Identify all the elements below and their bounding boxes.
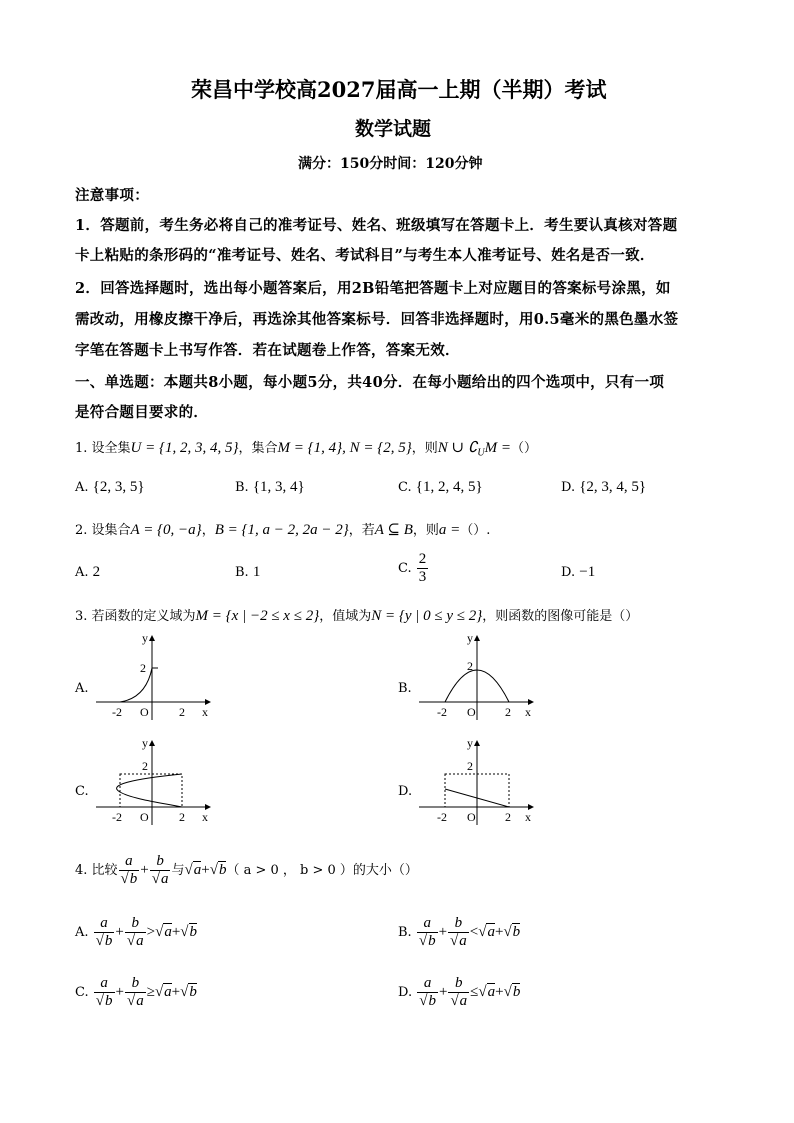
axis-x-label: x: [202, 810, 208, 824]
q4-prefix: 4. 比较: [75, 863, 118, 878]
q4-cond: （ a > 0 ， b > 0 ）的大小（）: [226, 863, 418, 878]
tick-neg-label: -2: [112, 810, 122, 824]
exam-title: 荣昌中学校高2027届高一上期（半期）考试: [191, 77, 607, 102]
tick-y-label: 2: [142, 759, 148, 773]
q2-set-a: A = {0, −a}: [130, 522, 202, 538]
q1-option-c[interactable]: C. {1, 2, 4, 5}: [398, 479, 483, 495]
q4-option-d[interactable]: D. $\frac{a}{√b}$ + $\frac{b}{√a}$ ≤√a+√b: [398, 975, 521, 1009]
q3-option-b-label[interactable]: B.: [398, 681, 412, 696]
question-4: 4. 比较 $\frac{a}{√b}$ + $\frac{b}{√a}$ 与√a+√b（ a > 0 ， b > 0 ）的大小（）: [75, 853, 418, 887]
axis-x-label: x: [202, 705, 208, 719]
origin-label: O: [140, 705, 149, 719]
tick-y-label: 2: [467, 659, 473, 673]
tick-pos-label: 2: [179, 705, 185, 719]
origin-label: O: [467, 705, 476, 719]
tick-neg-label: -2: [437, 705, 447, 719]
q1-set-u: U = {1, 2, 3, 4, 5}: [130, 440, 239, 456]
tick-pos-label: 2: [505, 705, 511, 719]
q2-var: a =: [438, 522, 461, 538]
q1-option-d[interactable]: D. {2, 3, 4, 5}: [561, 479, 647, 495]
q1-option-b[interactable]: B. {1, 3, 4}: [235, 479, 305, 495]
axis-y-label: y: [142, 737, 148, 750]
axis-y-label: y: [142, 632, 148, 645]
q1-prefix: 1. 设全集: [75, 441, 131, 456]
q1-sets-mn: M = {1, 4}, N = {2, 5}: [277, 440, 412, 456]
axis-x-label: x: [525, 705, 531, 719]
q3-option-c-label[interactable]: C.: [75, 784, 89, 799]
q2-tail: （）.: [460, 523, 491, 538]
q2-option-a[interactable]: A. 2: [75, 564, 101, 580]
q1-expr2: M =: [484, 440, 512, 456]
q3-range: N = {y | 0 ≤ y ≤ 2}: [371, 608, 483, 624]
q4-option-b[interactable]: B. $\frac{a}{√b}$ + $\frac{b}{√a}$ <√a+√b: [398, 915, 521, 949]
exam-meta: 满分：150分时间：120分钟: [298, 156, 483, 172]
q4-option-c[interactable]: C. $\frac{a}{√b}$ + $\frac{b}{√a}$ ≥√a+√b: [75, 975, 197, 1009]
q2-then: ，则: [412, 523, 439, 538]
notice-line: 1．答题前，考生务必将自己的准考证号、姓名、班级填写在答题卡上．考生要认真核对答题: [75, 217, 678, 234]
notice-heading: 注意事项：: [75, 187, 149, 204]
q2-set-b: B = {1, a − 2, 2a − 2}: [214, 522, 349, 538]
q1-mid: ，集合: [238, 441, 278, 456]
q1-paren: （）: [511, 441, 538, 456]
tick-pos-label: 2: [179, 810, 185, 824]
q2-prefix: 2. 设集合: [75, 523, 131, 538]
q3-tail: ，则函数的图像可能是（）: [482, 609, 639, 624]
q1-expr-sub: U: [477, 447, 485, 459]
q2-option-b[interactable]: B. 1: [235, 564, 261, 580]
exam-subtitle: 数学试题: [355, 118, 432, 140]
origin-label: O: [467, 810, 476, 824]
tick-y-label: 2: [467, 759, 473, 773]
q1-option-a[interactable]: A. {2, 3, 5}: [75, 479, 145, 495]
q3-option-d-label[interactable]: D.: [398, 784, 413, 799]
tick-neg-label: -2: [437, 810, 447, 824]
q3-graph-d[interactable]: [415, 737, 545, 829]
question-1: [75, 437, 537, 459]
question-2: [75, 519, 490, 539]
q3-option-a-label[interactable]: A.: [75, 681, 89, 696]
tick-neg-label: -2: [112, 705, 122, 719]
q2-option-c[interactable]: C. $\frac{2}{3}$: [398, 551, 427, 585]
q1-then: ，则: [411, 441, 438, 456]
q3-domain: M = {x | −2 ≤ x ≤ 2}: [195, 608, 320, 624]
q4-option-a[interactable]: A. $\frac{a}{√b}$ + $\frac{b}{√a}$ >√a+√b: [75, 915, 198, 949]
notice-line: 字笔在答题卡上书写作答．若在试题卷上作答，答案无效．: [75, 342, 460, 359]
origin-label: O: [140, 810, 149, 824]
q2-cond-pre: ，若: [348, 523, 375, 538]
q2-cond: A ⊆ B: [374, 522, 413, 538]
axis-x-label: x: [525, 810, 531, 824]
notice-line: 卡上粘贴的条形码的“准考证号、姓名、考试科目”与考生本人准考证号、姓名是否一致．: [75, 247, 655, 264]
section-heading: 一、单选题：本题共8小题，每小题5分，共40分．在每小题给出的四个选项中，只有一项: [75, 374, 665, 391]
q3-graph-b[interactable]: [415, 632, 545, 724]
q2-option-d[interactable]: D. −1: [561, 564, 596, 580]
q3-graph-a[interactable]: [92, 632, 222, 724]
q3-mid: ，值域为: [319, 609, 372, 624]
q3-prefix: 3. 若函数的定义域为: [75, 609, 196, 624]
notice-line: 2．回答选择题时，选出每小题答案后，用2B铅笔把答题卡上对应题目的答案标号涂黑，如: [75, 280, 671, 297]
q2-sep: ，: [201, 523, 215, 538]
axis-y-label: y: [467, 737, 473, 750]
question-3: [75, 605, 638, 625]
section-heading: 是符合题目要求的．: [75, 404, 209, 421]
tick-y-label: 2: [140, 661, 146, 675]
axis-y-label: y: [467, 632, 473, 645]
tick-pos-label: 2: [505, 810, 511, 824]
q3-graph-c[interactable]: [92, 737, 222, 829]
notice-line: 需改动，用橡皮擦干净后，再选涂其他答案标号．回答非选择题时，用0.5毫米的黑色墨水签: [75, 311, 679, 328]
q1-expr: N ∪ ∁: [437, 440, 478, 456]
